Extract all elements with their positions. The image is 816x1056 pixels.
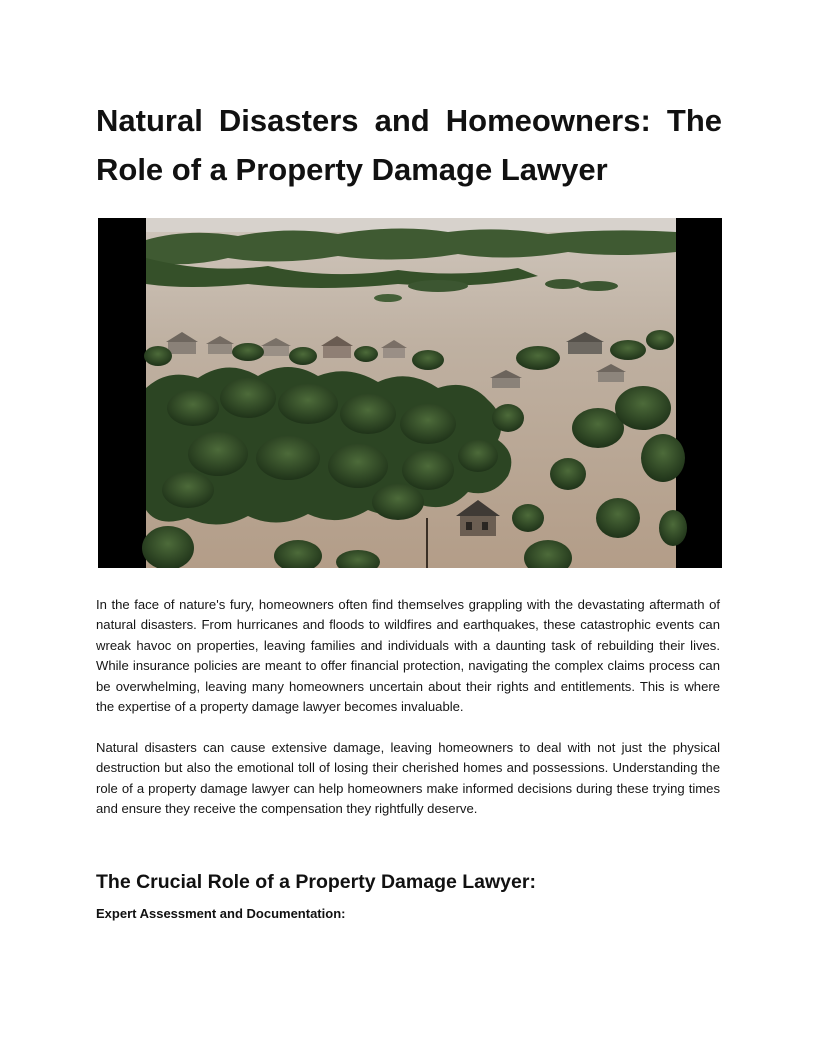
flood-photo — [98, 218, 722, 568]
body-paragraph: Natural disasters can cause extensive damage, leaving homeowners to deal with not just the physical destruction but also the emotional toll of losing their cherished homes and possessions. Understanding the role of a property damage lawyer can help homeowners make informed decisions during these trying times and ensure they receive the compensation they rightfully deserve. — [96, 740, 720, 817]
section-heading: The Crucial Role of a Property Damage Lawyer: — [96, 871, 536, 893]
document-title: Natural Disasters and Homeowners: The Role of a Property Damage Lawyer — [96, 103, 722, 187]
subheading: Expert Assessment and Documentation: — [96, 906, 346, 921]
intro-paragraph: In the face of nature's fury, homeowners often find themselves grappling with the devastating aftermath of natural disasters. From hurricanes and floods to wildfires and earthquakes, these catastrophic events can wreak havoc on properties, leaving families and individuals with a daunting task of rebuilding their lives. While insurance policies are meant to offer financial protection, navigating the complex claims process can be overwhelming, leaving many homeowners uncertain about their rights and entitlements. This is where the expertise of a property damage lawyer becomes invaluable. — [96, 597, 720, 715]
